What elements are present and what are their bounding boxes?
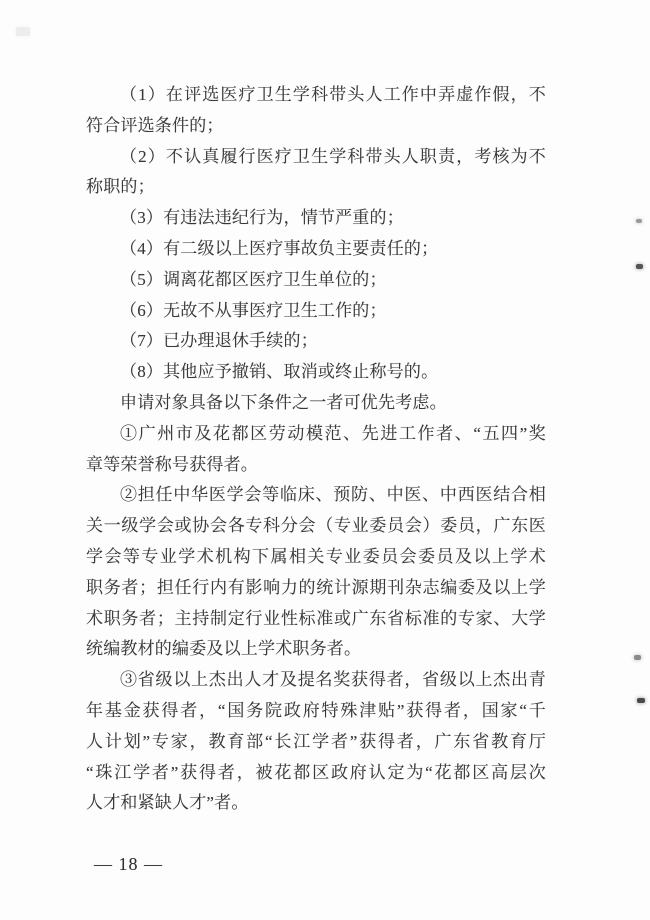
- page-number: — 18 —: [94, 854, 163, 874]
- scan-speck: [636, 219, 642, 223]
- text-line: 关一级学会或协会各专科分会（专业委员会）委员，广东医: [86, 516, 546, 536]
- text-line: 申请对象具备以下条件之一者可优先考虑。: [120, 392, 447, 412]
- text-line: 职务者；担任行内有影响力的统计源期刊杂志编委及以上学: [86, 577, 546, 597]
- text-line: 符合评选条件的；: [86, 115, 224, 135]
- text-line: 术职务者；主持制定行业性标准或广东省标准的专家、大学: [86, 608, 546, 628]
- text-line: （7）已办理退休手续的；: [120, 331, 318, 351]
- paragraph: [86, 326, 546, 357]
- paragraph: [86, 665, 546, 819]
- text-line: 称职的；: [86, 177, 155, 197]
- paragraph: [86, 357, 546, 388]
- paragraph: [86, 265, 546, 296]
- paragraph: [86, 142, 546, 204]
- text-line: （6）无故不从事医疗卫生工作的；: [120, 300, 387, 320]
- text-line: 统编教材的编委及以上学术职务者。: [86, 639, 362, 659]
- scan-speck: [636, 264, 643, 269]
- text-line: 章等荣誉称号获得者。: [86, 454, 258, 474]
- text-line: 人才和紧缺人才”者。: [86, 793, 249, 813]
- text-line: ①广州市及花都区劳动模范、先进工作者、“五四”奖: [120, 423, 546, 443]
- text-line: （3）有违法违纪行为，情节严重的；: [120, 208, 404, 228]
- text-line: （5）调离花都区医疗卫生单位的；: [120, 269, 387, 289]
- paragraph: [86, 234, 546, 265]
- text-line: 学会等专业学术机构下属相关专业委员会委员及以上学术: [86, 546, 546, 566]
- text-line: 人计划”专家，教育部“长江学者”获得者，广东省教育厅: [86, 731, 546, 751]
- scan-speck: [637, 698, 645, 703]
- text-line: ②担任中华医学会等临床、预防、中医、中西医结合相: [120, 485, 546, 505]
- scan-speck: [16, 27, 30, 36]
- text-line: 年基金获得者，“国务院政府特殊津贴”获得者，国家“千: [86, 700, 546, 720]
- text-line: ③省级以上杰出人才及提名奖获得者，省级以上杰出青: [120, 670, 546, 690]
- document-body: [86, 80, 546, 819]
- paragraph: [86, 203, 546, 234]
- paragraph: [86, 419, 546, 481]
- text-line: “珠江学者”获得者，被花都区政府认定为“花都区高层次: [86, 762, 546, 782]
- scan-speck: [634, 655, 641, 660]
- text-line: （4）有二级以上医疗事故负主要责任的；: [120, 238, 439, 258]
- paragraph: [86, 80, 546, 142]
- text-line: （1）在评选医疗卫生学科带头人工作中弄虚作假，不: [120, 85, 546, 104]
- paragraph: [86, 480, 546, 665]
- paragraph: [86, 388, 546, 419]
- text-line: （2）不认真履行医疗卫生学科带头人职责，考核为不: [120, 146, 546, 166]
- paragraph: [86, 296, 546, 327]
- text-line: （8）其他应予撤销、取消或终止称号的。: [120, 362, 439, 382]
